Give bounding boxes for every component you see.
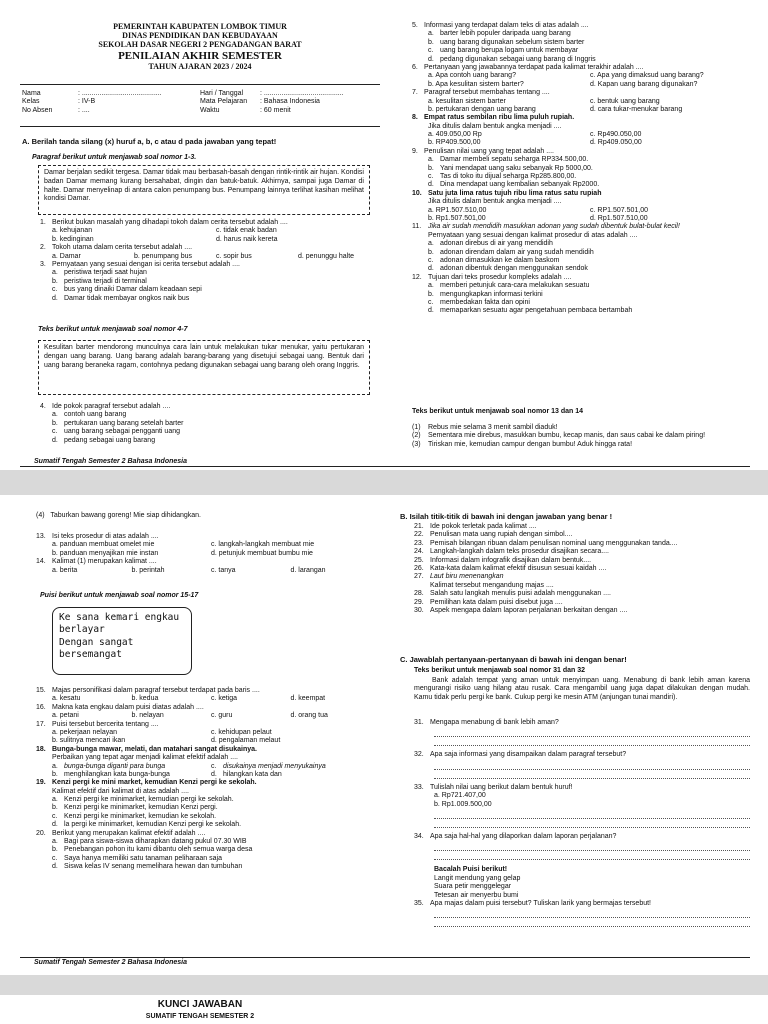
label-mapel: Mata Pelajaran (200, 98, 248, 106)
blank-21[interactable]: 21. Ide pokok terletak pada kalimat .... (414, 523, 537, 530)
q1-options (40, 227, 380, 244)
poem-b-line-3: Tetesan air menyerbu bumi (434, 891, 519, 899)
blank-24[interactable]: 24. Langkah-langkah dalam teks prosedur disajikan secara.... (414, 548, 609, 556)
answer-lines-33[interactable] (414, 809, 750, 828)
c-text-title: Teks berikut untuk menjawab soal nomor 31 dan 32 (414, 667, 586, 674)
text3-title: Teks berikut untuk menjawab soal nomor 13 dan 14 (412, 408, 584, 415)
field-absen[interactable]: : .... (78, 106, 90, 114)
q5-option-b[interactable]: b. uang barang digunakan sebelum sistem barter (428, 38, 585, 46)
q20-option-c[interactable]: c. Saya hanya memiliki satu tanaman peliharaan saja (52, 854, 222, 862)
q6-option-d[interactable]: d. Kapan uang barang digunakan? (590, 80, 698, 88)
school-header (20, 22, 380, 71)
question-17: 17. Puisi tersebut bercerita tentang .... (36, 720, 159, 728)
q1-option-b[interactable]: b. kedinginan (52, 235, 94, 243)
essay-questions (414, 719, 750, 928)
q14-option-c[interactable]: c. tanya (211, 566, 236, 574)
q2-option-a[interactable]: a. Damar (52, 252, 81, 260)
q10-options (412, 207, 752, 224)
q8-sub: Jika ditulis dalam bentuk angka menjadi .... (428, 122, 562, 130)
q17-option-a[interactable]: a. pekerjaan nelayan (52, 728, 117, 736)
q4-option-d[interactable]: d. pedang sebagai uang barang (52, 436, 156, 444)
q14-options (36, 567, 370, 575)
q19-sub: Kalimat efektif dari kalimat di atas adalah .... (52, 787, 189, 795)
q8-option-a[interactable]: a. 409.050,00 Rp (428, 131, 482, 139)
q16-option-d[interactable]: d. orang tua (290, 712, 328, 720)
q7-option-a[interactable]: a. kesulitan sistem barter (428, 97, 506, 105)
fill-blank-list (414, 523, 754, 615)
section-b-heading: B. Isilah titik-titik di bawah ini dengan jawaban yang benar ! (400, 512, 613, 521)
q6-options (412, 72, 752, 89)
page-3 (0, 995, 768, 1024)
essay-35: 35. Apa majas dalam puisi tersebut? Tuliskan larik yang bermajas tersebut! (414, 899, 651, 907)
blank-23[interactable]: 23. Pemisah bilangan ribuan dalam penulisan nominal uang menggunakan tanda.... (414, 539, 678, 547)
q16-option-c[interactable]: c. guru (211, 712, 233, 720)
q5-option-c[interactable]: c. uang barang berupa logam untuk membayar (428, 47, 579, 55)
q15-option-a[interactable]: a. kesatu (52, 695, 81, 703)
q4-option-a[interactable]: a. contoh uang barang (52, 411, 127, 419)
blank-27-sub: Kalimat tersebut mengandung majas .... (430, 581, 554, 589)
q16-option-b[interactable]: b. nelayan (131, 712, 164, 720)
page1-footer: Sumatif Tengah Semester 2 Bahasa Indonesia (34, 458, 188, 465)
question-8: 8. Empat ratus sembilan ribu lima puluh rupiah. (412, 114, 575, 122)
q11-sub: Pernyataan yang sesuai dengan kalimat prosedur di atas adalah .... (428, 231, 638, 239)
page-1 (0, 0, 768, 470)
page-gap-1 (0, 470, 768, 495)
q6-option-b[interactable]: b. Apa kesulitan sistem barter? (428, 80, 524, 88)
answer-lines-34[interactable] (414, 841, 750, 860)
poem-box (52, 607, 192, 675)
q7-option-d[interactable]: d. cara tukar-menukar barang (590, 105, 683, 113)
poem-b-line-2: Suara petir menggelegar (434, 883, 512, 891)
step-4: (4) Taburkan bawang goreng! Mie siap dihidangkan. (36, 512, 201, 519)
question-20: 20. Berikut yang merupakan kalimat efektif adalah .... (36, 829, 206, 837)
q9-option-b[interactable]: b. Yani mendapat uang saku sebanyak Rp 5000,00. (428, 164, 593, 172)
q9-option-a[interactable]: a. Damar membeli sepatu seharga RP334.500,00. (428, 156, 589, 164)
q13-option-d[interactable]: d. petunjuk membuat bumbu mie (211, 549, 313, 557)
q3-option-a[interactable]: a. peristiwa terjadi saat hujan (52, 269, 147, 277)
q12-option-a[interactable]: a. memberi petunjuk cara-cara melakukan sesuatu (428, 282, 590, 290)
c33-item-a: a. Rp721.407,00 (434, 792, 486, 800)
q18-sub: Perbaikan yang tepat agar menjadi kalimat efektif adalah .... (52, 754, 238, 762)
question-9: 9. Penulisan nilai uang yang tepat adalah .... (412, 147, 554, 155)
q2-option-c[interactable]: c. sopir bus (216, 252, 252, 260)
question-4: 4. Ide pokok paragraf tersebut adalah .... (40, 403, 171, 410)
poem-line-3: Dengan sangat (59, 636, 134, 648)
dept-line: DINAS PENDIDIKAN DAN KEBUDAYAAN (122, 31, 278, 41)
field-kelas: : IV-B (78, 98, 96, 106)
q9-option-d[interactable]: d. Dina mendapat uang kembalian sebanyak Rp2000. (428, 181, 600, 189)
header-rule (20, 84, 380, 85)
answer-key-subtitle: SUMATIF TENGAH SEMESTER 2 (145, 1013, 255, 1020)
q14-option-d[interactable]: d. larangan (290, 566, 326, 574)
label-nama: Nama (22, 90, 41, 97)
blank-29[interactable]: 29. Pemilihan kata dalam puisi disebut juga .... (414, 598, 563, 606)
q6-option-c[interactable]: c. Apa yang dimaksud uang barang? (590, 72, 704, 80)
step-2: (2) Sementara mie direbus, masukkan bumbu, kecap manis, dan saus cabai ke dalam piring! (412, 432, 706, 440)
questions-1-4 (40, 219, 380, 303)
q3-option-d[interactable]: d. Damar tidak membayar ongkos naik bus (52, 294, 190, 302)
para1-box: Damar berjalan sedikit tergesa. Damar tidak mau berbasah-basah dengan rintik-rintik air hujan. Kondisi badan Damar memang kurang bersahabat, dingin dan batuk-batuk. Akhirnya, sampai juga Damar di halte. Damar menyelinap di antara calon penumpang bus. Penumpang lainnya terlihat kasihan melihat kondisi Damar. (38, 165, 370, 215)
blank-26[interactable]: 26. Kata-kata dalam kalimat efektif disusun sesuai kaidah .... (414, 564, 607, 572)
question-6: 6. Pertanyaan yang jawabannya terdapat pada kalimat terakhir adalah .... (412, 63, 644, 71)
questions-13-14 (36, 533, 370, 575)
q11-option-b[interactable]: b. adonan direndam dalam air yang sudah mendidih (428, 248, 594, 256)
student-ident (22, 90, 164, 115)
question-14: 14. Kalimat (1) merupakan kalimat .... (36, 558, 157, 566)
q15-option-d[interactable]: d. keempat (290, 695, 326, 703)
field-waktu: : 60 menit (260, 106, 291, 114)
c-text-paragraph: Bank adalah tempat yang aman untuk menyimpan uang. Menabung di bank lebih aman karena mengurangi risiko uang hilang atau rusak. Cara mengambil uang juga dapat dilakukan dengan mudah. Kamu tidak perlu pergi ke bank. Cukup pergi ke mesin ATM (anjungan tunai mandiri). (414, 677, 750, 701)
q20-option-b[interactable]: b. Penebangan pohon itu kami dibantu oleh semua warga desa (52, 846, 253, 854)
q8-option-d[interactable]: d. Rp409.050,00 (590, 139, 642, 147)
blank-30[interactable]: 30. Aspek mengapa dalam laporan perjalanan berkaitan dengan .... (414, 606, 628, 614)
poem-line-1: Ke sana kemari engkau (59, 612, 180, 623)
q18-option-d[interactable]: d. hilangkan kata dan (211, 770, 282, 778)
q11-option-d[interactable]: d. adonan dibentuk dengan menggunakan sendok (428, 265, 588, 273)
q9-option-c[interactable]: c. Tas di toko itu dijual seharga Rp285.800,00. (428, 173, 577, 181)
q19-option-d[interactable]: d. la pergi ke minimarket, kemudian Kenzi pergi ke sekolah. (52, 821, 242, 829)
q8-option-b[interactable]: b. RP409.500,00 (428, 139, 481, 147)
c33-item-b: b. Rp1.009.500,00 (434, 800, 492, 808)
page2-footer: Sumatif Tengah Semester 2 Bahasa Indonesia (34, 959, 188, 966)
question-4-block (40, 403, 380, 445)
essay-32: 32. Apa saja informasi yang disampaikan dalam paragraf tersebut? (414, 751, 627, 759)
blank-25[interactable]: 25. Informasi dalam infografik disajikan dalam bentuk.... (414, 556, 592, 564)
question-15: 15. Majas personifikasi dalam paragraf tersebut terdapat pada baris .... (36, 687, 260, 694)
question-19: 19. Kenzi pergi ke mini market, kemudian Kenzi pergi ke sekolah. (36, 779, 257, 787)
exam-title: PENILAIAN AKHIR SEMESTER (118, 49, 282, 62)
procedure-steps (412, 424, 752, 449)
q4-option-b[interactable]: b. pertukaran uang barang setelah barter (52, 419, 184, 427)
poem-b-title: Bacalah Puisi berikut! (434, 866, 508, 874)
blank-27[interactable]: 27. Laut biru menenangkan (414, 573, 504, 581)
page-gap-2 (0, 975, 768, 995)
question-18: 18. Bunga-bunga mawar, melati, dan matahari sangat disukainya. (36, 745, 257, 753)
question-3: 3. Pernyataan yang sesuai dengan isi cerita tersebut adalah .... (40, 260, 240, 268)
q3-option-c[interactable]: c. bus yang dinaiki Damar dalam keadaan sepi (52, 286, 202, 294)
q12-option-c[interactable]: c. membedakan fakta dan opini (428, 298, 530, 306)
q13-options (36, 541, 370, 558)
text2-box: Kesulitan barter mendorong munculnya cara lain untuk melakukan tukar menukar, yaitu pertukaran dengan uang barang. Uang barang adalah barang-barang yang disetujui sebagai uang. Bentuk dari uang barang beraneka ragam, contohnya pedang digunakan sebagai uang barang oleh orang Inggris. (38, 340, 370, 395)
question-5: 5. Informasi yang terdapat dalam teks di atas adalah .... (412, 22, 589, 29)
q8-options (412, 131, 752, 148)
q13-option-a[interactable]: a. panduan membuat omelet mie (52, 541, 155, 549)
q2-option-d[interactable]: d. penunggu halte (298, 252, 355, 260)
answer-lines-31[interactable] (414, 727, 750, 746)
q16-option-a[interactable]: a. petani (52, 712, 79, 720)
q17-option-c[interactable]: c. kehidupan pelaut (211, 728, 272, 736)
year-line: TAHUN AJARAN 2023 / 2024 (148, 62, 252, 72)
q8-option-c[interactable]: c. Rp490.050,00 (590, 131, 642, 139)
exam-ident (200, 90, 346, 115)
q18-option-a[interactable]: a. bunga-bunga diganti para bunga (52, 762, 166, 770)
question-16: 16. Makna kata engkau dalam puisi diatas adalah .... (36, 703, 204, 711)
q1-option-a[interactable]: a. kehujanan (52, 227, 93, 235)
q11-option-c[interactable]: c. adonan dimasukkan ke dalam baskom (428, 256, 560, 264)
footer-rule-2 (20, 957, 750, 958)
q7-option-c[interactable]: c. bentuk uang barang (590, 97, 660, 105)
answer-key-title: KUNCI JAWABAN (157, 999, 243, 1010)
q15-option-b[interactable]: b. kedua (131, 695, 159, 703)
poem-title: Puisi berikut untuk menjawab soal nomor 15-17 (40, 592, 199, 599)
q5-option-a[interactable]: a. barter lebih populer daripada uang barang (428, 30, 571, 38)
blank-22[interactable]: 22. Penulisan mata uang rupiah dengan simbol.... (414, 531, 573, 539)
q19-option-b[interactable]: b. Kenzi pergi ke minimarket, kemudian Kenzi pergi. (52, 804, 218, 812)
q1-option-c[interactable]: c. tidak enak badan (216, 227, 277, 235)
ident-rule (20, 126, 380, 127)
answer-lines-32[interactable] (414, 760, 750, 779)
q17-options (36, 729, 370, 746)
q14-option-b[interactable]: b. perintah (131, 566, 165, 574)
answer-lines-35[interactable] (414, 908, 750, 927)
text2-title: Teks berikut untuk menjawab soal nomor 4-7 (38, 326, 188, 333)
q10-option-d[interactable]: d. Rp1.507.510,00 (590, 214, 648, 222)
blank-28[interactable]: 28. Salah satu langkah menulis puisi adalah menggunakan .... (414, 590, 611, 598)
essay-34: 34. Apa saja hal-hal yang dilaporkan dalam laporan perjalanan? (414, 832, 617, 840)
q19-option-c[interactable]: c. Kenzi pergi ke minimarket, kemudian ke sekolah. (52, 812, 217, 820)
q13-option-b[interactable]: b. panduan menyajikan mie instan (52, 549, 159, 557)
q7-option-b[interactable]: b. pertukaran dengan uang barang (428, 105, 536, 113)
question-12: 12. Tujuan dari teks prosedur kompleks adalah .... (412, 273, 572, 281)
q10-sub: Jika ditulis dalam bentuk angka menjadi .... (428, 198, 562, 206)
q17-option-b[interactable]: b. sulitnya mencari ikan (52, 737, 126, 745)
q7-options (412, 98, 752, 115)
q18-options (36, 763, 370, 780)
q2-option-b[interactable]: b. penumpang bus (134, 252, 192, 260)
question-10: 10. Satu juta lima ratus tujuh ribu lima ratus satu rupiah (412, 189, 602, 197)
essay-33: 33. Tulislah nilai uang berikut dalam bentuk huruf! (414, 783, 573, 791)
q4-option-c[interactable]: c. uang barang sebagai pengganti uang (52, 428, 180, 436)
q12-option-b[interactable]: b. mengungkapkan informasi terkini (428, 290, 543, 298)
q11-option-a[interactable]: a. adonan direbus di air yang mendidih (428, 240, 553, 248)
q2-options (40, 253, 380, 261)
q20-option-d[interactable]: d. Siswa kelas IV senang memelihara hewan dan tumbuhan (52, 863, 243, 871)
school-line: SEKOLAH DASAR NEGERI 2 PENGADANGAN BARAT (98, 40, 302, 50)
q15-options (36, 695, 370, 703)
question-2: 2. Tokoh utama dalam cerita tersebut adalah .... (40, 244, 193, 252)
q16-options (36, 712, 370, 720)
questions-15-20 (36, 687, 370, 872)
field-hari[interactable]: : ......................................... (260, 90, 344, 97)
section-a-heading: A. Berilah tanda silang (x) huruf a, b, c atau d pada jawaban yang tepat! (22, 137, 277, 146)
essay-31: 31. Mengapa menabung di bank lebih aman? (414, 719, 559, 726)
q13-option-c[interactable]: c. langkah-langkah membuat mie (211, 541, 315, 549)
q14-option-a[interactable]: a. berita (52, 566, 78, 574)
q6-option-a[interactable]: a. Apa contoh uang barang? (428, 72, 516, 80)
para1-title: Paragraf berikut untuk menjawab soal nomor 1-3. (32, 154, 197, 161)
step-1: (1) Rebus mie selama 3 menit sambil diaduk! (412, 424, 558, 431)
q1-option-d[interactable]: d. harus naik kereta (216, 235, 278, 243)
field-nama[interactable]: : ......................................... (78, 90, 162, 97)
label-waktu: Waktu (200, 106, 220, 114)
poem-line-2: berlayar (59, 624, 105, 636)
q18-option-b[interactable]: b. menghilangkan kata bunga-bunga (52, 770, 170, 778)
page-2 (0, 495, 768, 975)
q20-option-a[interactable]: a. Bagi para siswa-siswa diharapkan datang pukul 07.30 WIB (52, 838, 247, 846)
q3-option-b[interactable]: b. peristiwa terjadi di terminal (52, 277, 147, 285)
q10-option-a[interactable]: a. RP1.507.510,00 (428, 206, 487, 214)
q18-option-c[interactable]: c. disukainya menjadi menyukainya (211, 762, 326, 770)
field-mapel: : Bahasa Indonesia (260, 98, 320, 106)
section-c-heading: C. Jawablah pertanyaan-pertanyaan di bawah ini dengan benar! (400, 655, 627, 664)
q5-option-d[interactable]: d. pedang digunakan sebagai uang barang di Inggris (428, 55, 596, 63)
q17-option-d[interactable]: d. pengalaman melaut (211, 737, 281, 745)
q12-option-d[interactable]: d. memaparkan sesuatu agar pengetahuan pembaca bertambah (428, 307, 633, 315)
q10-option-c[interactable]: c. RP1.507.501,00 (590, 206, 648, 214)
q10-option-b[interactable]: b. Rp1.507.501,00 (428, 214, 486, 222)
poem-line-4: bersemangat (59, 649, 122, 661)
question-11: 11. Jika air sudah mendidih masukkan adonan yang sudah dibentuk bulat-bulat kecil! (412, 223, 680, 231)
question-13: 13. Isi teks prosedur di atas adalah .... (36, 533, 159, 540)
label-absen: No Absen (22, 106, 53, 114)
q15-option-c[interactable]: c. ketiga (211, 695, 238, 703)
label-hari: Hari / Tanggal (200, 90, 244, 97)
poem-b-line-1: Langit mendung yang gelap (434, 874, 521, 882)
label-kelas: Kelas (22, 98, 40, 106)
questions-5-12 (412, 22, 752, 316)
q19-option-a[interactable]: a. Kenzi pergi ke minimarket, kemudian pergi ke sekolah. (52, 796, 234, 804)
gov-line: PEMERINTAH KABUPATEN LOMBOK TIMUR (113, 22, 287, 31)
question-7: 7. Paragraf tersebut membahas tentang .... (412, 89, 550, 97)
step-3: (3) Tiriskan mie, kemudian campur dengan bumbu! Aduk hingga rata! (412, 440, 633, 448)
question-1: 1. Berikut bukan masalah yang dihadapi tokoh dalam cerita tersebut adalah .... (40, 219, 288, 226)
